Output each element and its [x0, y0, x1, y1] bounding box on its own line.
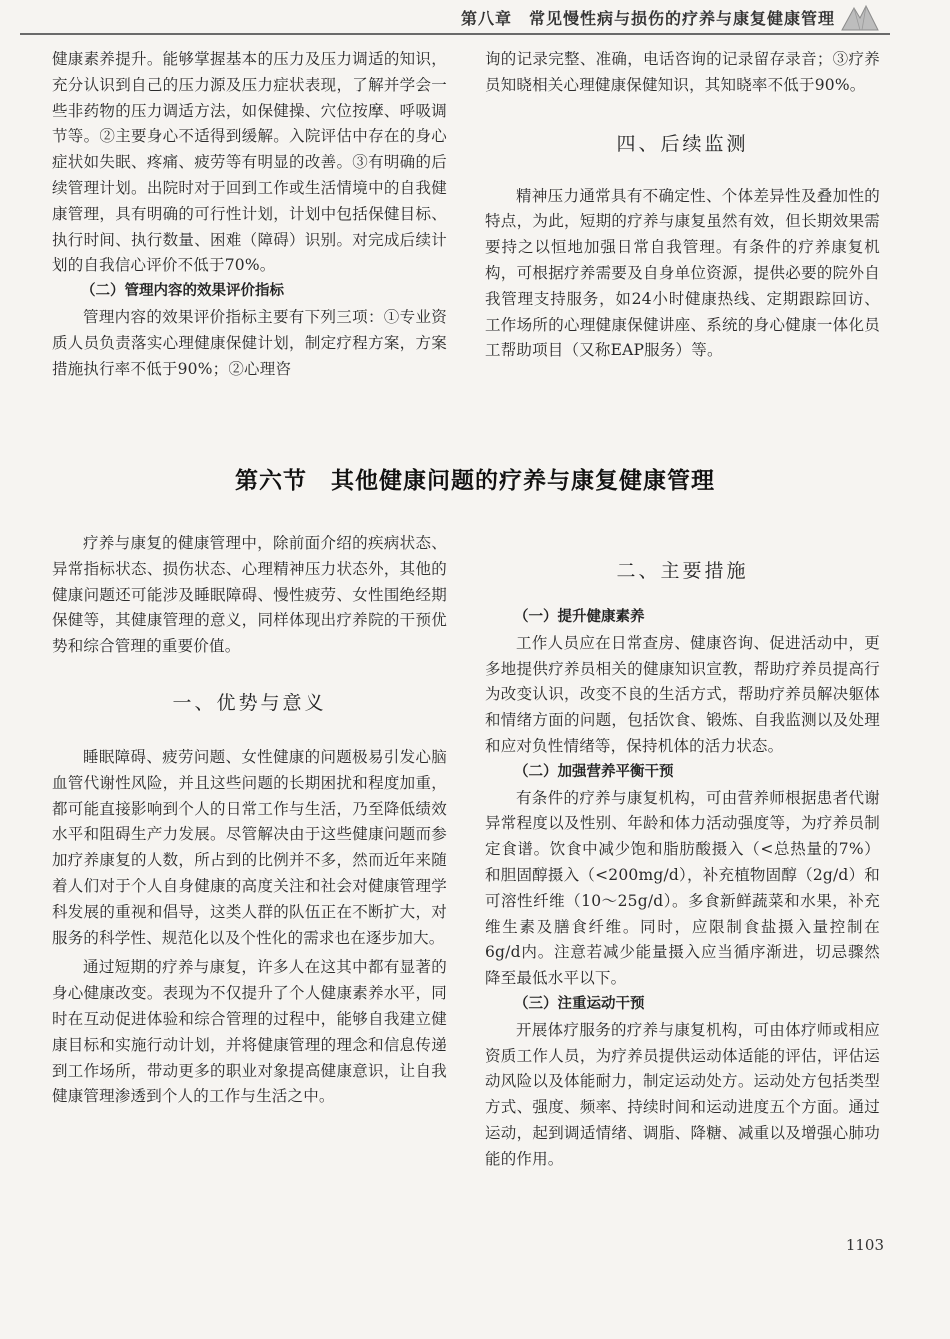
paragraph: 睡眠障碍、疲劳问题、女性健康的问题极易引发心脑血管代谢性风险，并且这些问题的长期困扰和程度加重，都可能直接影响到个人的日常工作与生活，乃至降低绩效水平和阻碍生产力发展。尽管解决由于这些健康问题而参加疗养康复的人数，所占到的比例并不多，然而近年来随着人们对于个人自身健康的高度关注和社会对健康管理学科发展的重视和倡导，这类人群的队伍正在不断扩大，对服务的科学性、规范化以及个性化的需求也在逐步加大。 — [52, 747, 447, 947]
heading-follow-up-monitoring: 四、后续监测 — [616, 132, 749, 155]
subheading-effect-indicators: （二）管理内容的效果评价指标 — [81, 283, 284, 300]
paragraph: 健康素养提升。能够掌握基本的压力及压力调适的知识，充分认识到自己的压力源及压力症状表现，了解并学会一些非药物的压力调适方法，如保健操、穴位按摩、呼吸调节等。②主要身心不适得到缓解。入院评估中存在的身心症状如失眠、疼痛、疲劳等有明显的改善。③有明确的后续管理计划。出院时对于回到工作或生活情境中的自我健康管理，具有明确的可行性计划，计划中包括保健目标、执行时间、执行数量、困难（障碍）识别。对完成后续计划的自我信心评价不低于70%。 — [52, 50, 447, 275]
bottom-right-column — [485, 556, 880, 1173]
heading-advantages: 一、优势与意义 — [172, 691, 327, 714]
heading-main-measures: 二、主要措施 — [616, 560, 749, 582]
top-left-column — [52, 47, 447, 382]
running-header-text: 第八章 常见慢性病与损伤的疗养与康复健康管理 — [460, 9, 835, 28]
section-title: 第六节 其他健康问题的疗养与康复健康管理 — [235, 467, 715, 494]
page-number: 1103 — [845, 1236, 884, 1254]
subheading-health-literacy: （一）提升健康素养 — [514, 609, 645, 625]
paragraph: 有条件的疗养与康复机构，可由营养师根据患者代谢异常程度以及性别、年龄和体力活动强度等，为疗养员制定食谱。饮食中减少饱和脂肪酸摄入（<总热量的7%）和胆固醇摄入（<200mg/d），补充植物固醇（2g/d）和可溶性纤维（10～25g/d）。多食新鲜蔬菜和水果，补充维生素及膳食纤维。同时，应限制食盐摄入量控制在6g/d内。注意若减少能量摄入应当循序渐进，切忌骤然降至最低水平以下。 — [485, 788, 880, 988]
header-rule — [20, 33, 890, 35]
paragraph: 工作人员应在日常查房、健康咨询、促进活动中，更多地提供疗养员相关的健康知识宣教，帮助疗养员提高行为改变认识，改变不良的生活方式，帮助疗养员解决躯体和情绪方面的问题，包括饮食、锻炼、自我监测以及处理和应对负性情绪等，保持机体的活力状态。 — [485, 633, 880, 755]
subheading-exercise: （三）注重运动干预 — [514, 995, 645, 1012]
paragraph-intro: 疗养与康复的健康管理中，除前面介绍的疾病状态、异常指标状态、损伤状态、心理精神压力状态外，其他的健康问题还可能涉及睡眠障碍、慢性疲劳、女性围绝经期保健等，其健康管理的意义，同样体现出疗养院的干预优势和综合管理的重要价值。 — [52, 534, 447, 656]
paragraph: 开展体疗服务的疗养与康复机构，可由体疗师或相应资质工作人员，为疗养员提供运动体适能的评估，评估运动风险以及体能耐力，制定运动处方。运动处方包括类型方式、强度、频率、持续时间和运动进度五个方面。通过运动，起到调适情绪、调脂、降糖、减重以及增强心肺功能的作用。 — [485, 1020, 880, 1168]
running-header — [0, 0, 950, 40]
paragraph: 通过短期的疗养与康复，许多人在这其中都有显著的身心健康改变。表现为不仅提升了个人健康素养水平，同时在互动促进体验和综合管理的过程中，能够自我建立健康目标和实施行动计划，并将健康管理的理念和信息传递到工作场所，带动更多的职业对象提高健康意识，让自我健康管理渗透到个人的工作与生活之中。 — [52, 958, 447, 1106]
paragraph: 精神压力通常具有不确定性、个体差异性及叠加性的特点，为此，短期的疗养与康复虽然有效，但长期效果需要持之以恒地加强日常自我管理。有条件的疗养康复机构，可根据疗养需要及自身单位资源，提供必要的院外自我管理支持服务，如24小时健康热线、定期跟踪回访、工作场所的心理健康保健讲座、系统的身心健康一体化员工帮助项目（又称EAP服务）等。 — [485, 186, 880, 360]
subheading-nutrition: （二）加强营养平衡干预 — [514, 763, 674, 780]
top-right-column — [485, 47, 880, 364]
corner-ornament-icon — [840, 4, 880, 32]
paragraph: 询的记录完整、准确，电话咨询的记录留存录音；③疗养员知晓相关心理健康保健知识，其知晓率不低于90%。 — [485, 50, 880, 94]
bottom-left-column — [52, 531, 447, 1110]
paragraph: 管理内容的效果评价指标主要有下列三项：①专业资质人员负责落实心理健康保健计划，制定疗程方案，方案措施执行率不低于90%；②心理咨 — [52, 307, 447, 378]
